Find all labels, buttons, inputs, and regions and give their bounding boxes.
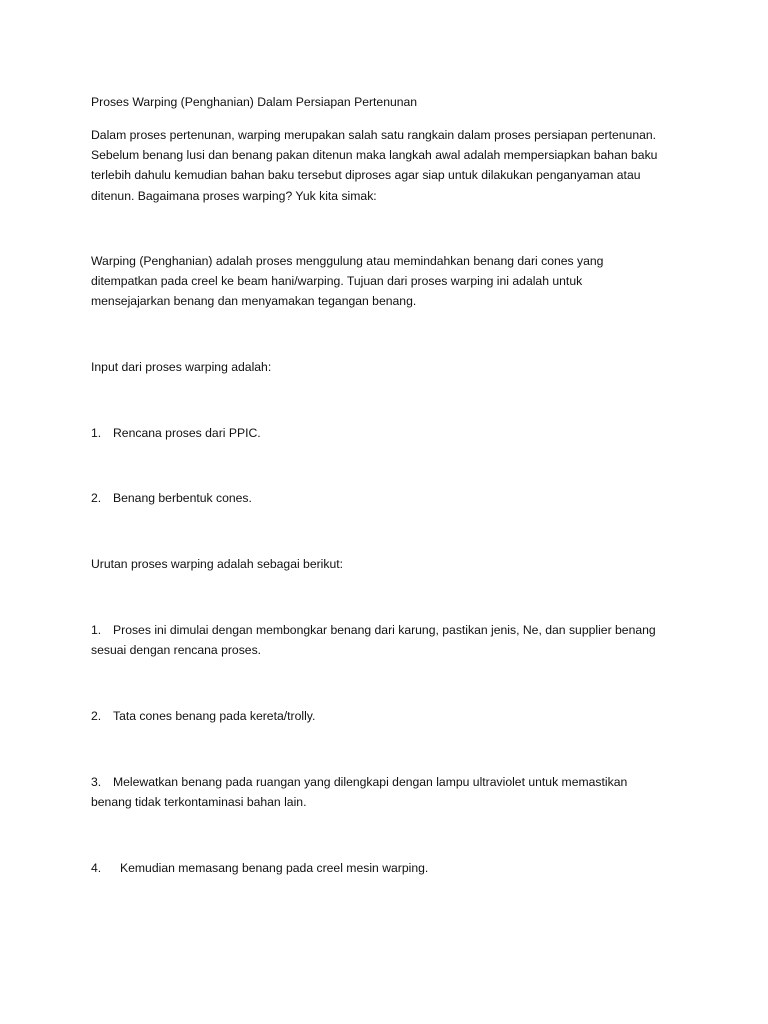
document-title: Proses Warping (Penghanian) Dalam Persiapan Pertenunan (91, 95, 418, 109)
step-line (91, 772, 627, 792)
list-item (91, 706, 315, 726)
list-text: Rencana proses dari PPIC. (113, 426, 261, 440)
list-number: 3. (91, 775, 102, 789)
list-text: Proses ini dimulai dengan membongkar benang dari karung, pastikan jenis, Ne, dan supplier benang (113, 623, 656, 637)
list-item (91, 858, 428, 878)
list-text: Kemudian memasang benang pada creel mesin warping. (120, 861, 429, 875)
step-line: sesuai dengan rencana proses. (91, 643, 262, 657)
intro-line: terlebih dahulu kemudian bahan baku tersebut diproses agar siap untuk dilakukan penganyaman atau (91, 168, 641, 182)
definition-line: Warping (Penghanian) adalah proses menggulung atau memindahkan benang dari cones yang (91, 254, 604, 268)
list-text: Melewatkan benang pada ruangan yang dilengkapi dengan lampu ultraviolet untuk memastikan (113, 775, 628, 789)
intro-line: Dalam proses pertenunan, warping merupakan salah satu rangkain dalam proses persiapan pertenunan. (91, 128, 657, 142)
list-number: 2. (91, 709, 102, 723)
input-heading: Input dari proses warping adalah: (91, 360, 272, 374)
step-line (91, 620, 656, 640)
intro-line: ditenun. Bagaimana proses warping? Yuk kita simak: (91, 189, 377, 203)
list-number: 1. (91, 426, 102, 440)
list-number: 1. (91, 623, 102, 637)
steps-heading: Urutan proses warping adalah sebagai berikut: (91, 557, 344, 571)
list-number: 2. (91, 491, 102, 505)
list-text: Tata cones benang pada kereta/trolly. (113, 709, 316, 723)
list-item (91, 488, 252, 508)
list-number: 4. (91, 861, 102, 875)
definition-line: ditempatkan pada creel ke beam hani/warping. Tujuan dari proses warping ini adalah untuk (91, 274, 583, 288)
intro-line: Sebelum benang lusi dan benang pakan ditenun maka langkah awal adalah mempersiapkan bahan baku (91, 148, 658, 162)
step-line: benang tidak terkontaminasi bahan lain. (91, 795, 307, 809)
list-text: Benang berbentuk cones. (113, 491, 252, 505)
list-item (91, 423, 261, 443)
definition-line: mensejajarkan benang dan menyamakan tegangan benang. (91, 294, 417, 308)
